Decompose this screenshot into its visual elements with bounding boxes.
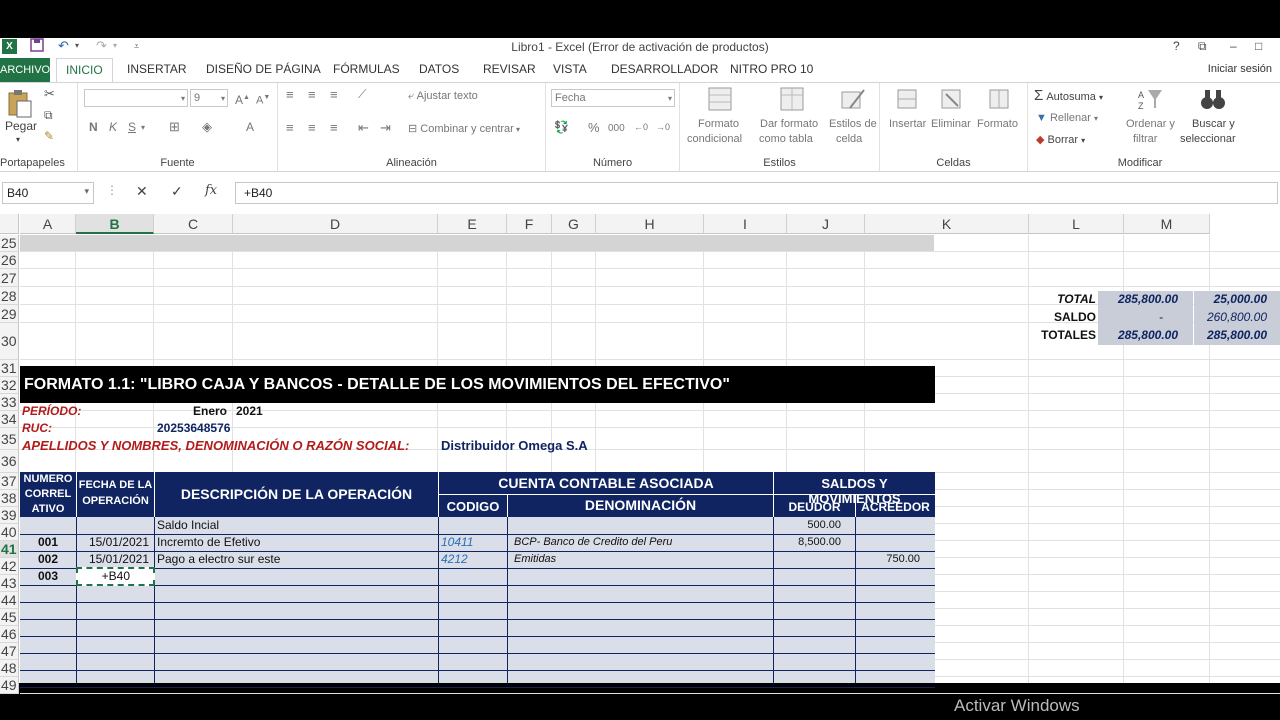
conditional-format-icon[interactable] (707, 86, 733, 112)
fill-down-icon: ▼ (1036, 112, 1047, 124)
undo-icon[interactable]: ↶ (58, 38, 69, 53)
svg-text:Z: Z (1138, 101, 1144, 111)
sigma-icon: Σ (1034, 87, 1044, 104)
thousands-button[interactable]: 000 (608, 123, 625, 134)
group-numero (546, 83, 680, 171)
total-l-value[interactable]: 285,800.00 (1117, 292, 1178, 306)
font-size-value: 9 (194, 92, 201, 104)
cell-styles-icon[interactable] (840, 86, 866, 112)
saldo-m-value[interactable]: 260,800.00 (1206, 310, 1267, 324)
paste-button[interactable]: Pegar (5, 119, 38, 133)
spreadsheet-grid[interactable] (0, 214, 1280, 715)
entry-denom[interactable]: Emitidas (514, 553, 557, 565)
sort-filter-label-2[interactable]: filtrar (1133, 133, 1158, 145)
help-icon[interactable]: ? (1173, 39, 1180, 53)
format-cells-button[interactable]: Formato (977, 118, 1018, 130)
row-header-44[interactable]: 44 (0, 592, 19, 609)
header-acreedor[interactable]: ACREEDOR (861, 500, 930, 514)
periodo-anio[interactable]: 2021 (236, 404, 263, 418)
conditional-format-label-1[interactable]: Formato (698, 118, 739, 130)
tab-nitro-pro[interactable]: NITRO PRO 10 (730, 62, 814, 76)
merge-center-label: Combinar y centrar (420, 123, 514, 135)
format-cells-icon[interactable] (986, 86, 1012, 112)
conditional-format-label-2[interactable]: condicional (687, 133, 743, 145)
group-alineacion (278, 83, 546, 171)
font-name-dropdown-icon[interactable]: ▾ (180, 94, 185, 103)
sort-filter-label-1[interactable]: Ordenar y (1126, 118, 1175, 130)
excel-logo-icon: X (2, 39, 17, 54)
saldo-l-value[interactable]: - (1159, 310, 1163, 324)
group-modificar (1028, 83, 1252, 171)
align-top-icon[interactable]: ≡ (286, 87, 294, 102)
header-saldos[interactable]: SALDOS Y MOVIMIENTOS (808, 476, 901, 506)
align-bottom-icon[interactable]: ≡ (330, 87, 338, 102)
total-label[interactable]: TOTAL (1057, 292, 1096, 306)
delete-cells-button[interactable]: Eliminar (931, 118, 971, 130)
binoculars-icon[interactable] (1200, 86, 1226, 112)
window-title: Libro1 - Excel (Error de activación de productos) (511, 40, 769, 54)
font-size-dropdown-icon[interactable]: ▾ (220, 94, 225, 103)
tab-archivo[interactable]: ARCHIVO (0, 58, 50, 82)
ribbon-tabs (0, 58, 1280, 82)
entry-codigo[interactable]: 10411 (441, 535, 474, 549)
header-numero[interactable] (20, 472, 76, 517)
decrease-indent-icon[interactable]: ⇤ (358, 120, 369, 135)
row-header-42[interactable]: 42 (0, 558, 19, 575)
format-as-table-label-1[interactable]: Dar formato (760, 118, 819, 130)
tab-diseno-pagina[interactable]: DISEÑO DE PÁGINA (206, 62, 321, 76)
row-header-35[interactable]: 35 (0, 428, 19, 450)
merge-center-button[interactable]: ⊟ Combinar y centrar ▾ (408, 123, 521, 135)
ribbon-display-icon[interactable]: ⧉ (1198, 39, 1207, 53)
entry-denom[interactable]: BCP- Banco de Credito del Peru (514, 536, 673, 548)
saldo-label[interactable]: SALDO (1054, 310, 1096, 324)
entry-desc[interactable]: Incremto de Efetivo (157, 535, 261, 549)
tab-datos[interactable]: DATOS (419, 62, 460, 76)
number-format-box[interactable] (551, 89, 675, 107)
row-header-49[interactable]: 49 (0, 677, 19, 694)
active-cell-value[interactable]: +B40 (101, 569, 130, 583)
find-select-label-2[interactable]: seleccionar (1180, 133, 1236, 145)
clear-button[interactable]: ◆ Borrar ▾ (1036, 134, 1086, 146)
font-size-box[interactable] (190, 89, 228, 107)
header-fecha-line1: FECHA DE LA (78, 479, 153, 491)
insert-cells-button[interactable]: Insertar (889, 118, 927, 130)
header-codigo[interactable]: CODIGO (446, 499, 500, 514)
clear-label: Borrar (1047, 134, 1079, 146)
paste-icon[interactable] (6, 89, 34, 119)
column-header-l[interactable]: L (1029, 214, 1124, 234)
eraser-icon: ◆ (1036, 134, 1045, 146)
tab-formulas[interactable]: FÓRMULAS (333, 62, 400, 76)
name-box-value: B40 (7, 186, 29, 200)
group-label-portapapeles: Portapapeles (0, 157, 65, 169)
header-descripcion[interactable]: DESCRIPCIÓN DE LA OPERACIÓN (180, 486, 413, 502)
entry-fecha[interactable]: 15/01/2021 (88, 552, 149, 566)
group-estilos (680, 83, 880, 171)
font-name-box[interactable] (84, 89, 188, 107)
format-painter-icon[interactable]: ✎ (44, 129, 55, 143)
cut-icon[interactable]: ✂ (44, 86, 55, 101)
insert-function-icon[interactable]: fx (205, 183, 218, 198)
cancel-entry-icon[interactable]: ✕ (136, 183, 148, 199)
paste-dropdown-icon[interactable]: ▾ (16, 135, 21, 144)
activate-windows-watermark: Activar Windows (954, 696, 1080, 715)
total-m-value[interactable]: 25,000.00 (1213, 292, 1267, 306)
select-all-corner[interactable] (0, 214, 19, 234)
header-fecha[interactable] (77, 477, 154, 509)
row-header-34[interactable]: 34 (0, 411, 19, 428)
tab-revisar[interactable]: REVISAR (483, 62, 536, 76)
row-header-33[interactable]: 33 (0, 394, 19, 411)
wrap-text-icon: ⤶ (408, 90, 417, 102)
header-deudor[interactable]: DEUDOR (788, 500, 841, 514)
column-header-e[interactable]: E (438, 214, 507, 234)
formula-bar-grip-icon: ⋮ (106, 183, 118, 197)
column-header-f[interactable]: F (507, 214, 552, 234)
row-header-36[interactable]: 36 (0, 450, 19, 473)
row-header-41[interactable]: 41 (0, 541, 19, 558)
row-header-25[interactable]: 25 (0, 235, 19, 252)
entry-num[interactable]: 001 (37, 535, 59, 549)
group-label-fuente: Fuente (160, 157, 195, 169)
entry-desc[interactable]: Pago a electro sur este (157, 552, 281, 566)
row-header-47[interactable]: 47 (0, 643, 19, 660)
periodo-mes[interactable]: Enero (192, 404, 227, 418)
insert-cells-icon[interactable] (894, 86, 920, 112)
entry-num[interactable]: 002 (37, 552, 59, 566)
confirm-entry-icon[interactable]: ✓ (171, 183, 183, 199)
row-header-32[interactable]: 32 (0, 377, 19, 394)
align-left-icon[interactable]: ≡ (286, 120, 294, 135)
percent-button[interactable]: % (588, 120, 600, 135)
borders-icon[interactable]: ⊞ (169, 119, 180, 134)
group-celdas (880, 83, 1028, 171)
column-header-m[interactable]: M (1124, 214, 1210, 234)
group-portapapeles (0, 83, 78, 171)
italic-button[interactable]: K (109, 120, 118, 134)
entry-deudor[interactable]: 500.00 (807, 519, 841, 531)
number-format-dropdown-icon[interactable]: ▾ (667, 94, 672, 103)
ruc-value[interactable]: 20253648576 (157, 421, 231, 435)
autosum-button[interactable]: Σ Autosuma ▾ (1034, 87, 1103, 104)
bold-button[interactable]: N (89, 120, 98, 134)
number-format-value: Fecha (555, 92, 586, 104)
column-header-g[interactable]: G (552, 214, 596, 234)
sort-filter-icon[interactable] (1138, 86, 1164, 112)
tab-desarrollador[interactable]: DESARROLLADOR (611, 62, 719, 76)
razon-label[interactable]: APELLIDOS Y NOMBRES, DENOMINACIÓN O RAZÓN SOCIAL: (22, 438, 410, 453)
merge-center-icon: ⊟ (408, 123, 421, 135)
periodo-label[interactable]: PERÍODO: (22, 404, 82, 418)
grow-font-icon[interactable]: A▲ (235, 93, 250, 107)
tab-insertar[interactable]: INSERTAR (127, 62, 187, 76)
row-header-48[interactable]: 48 (0, 660, 19, 677)
column-header-k[interactable]: K (865, 214, 1029, 234)
redo-icon[interactable]: ↷ (96, 38, 107, 53)
align-right-icon[interactable]: ≡ (330, 120, 338, 135)
format-as-table-label-2[interactable]: como tabla (759, 133, 813, 145)
column-header-a[interactable]: A (20, 214, 76, 234)
header-numero-line3: ATIVO (31, 503, 65, 515)
row-header-38[interactable]: 38 (0, 490, 19, 507)
title-bar (0, 38, 1280, 56)
shrink-font-icon[interactable]: A▼ (256, 94, 271, 107)
find-select-label-1[interactable]: Buscar y (1192, 118, 1235, 130)
column-header-c[interactable]: C (154, 214, 233, 234)
group-label-modificar: Modificar (1117, 157, 1163, 169)
group-label-estilos: Estilos (763, 157, 796, 169)
format-as-table-icon[interactable] (779, 86, 805, 112)
row-header-46[interactable]: 46 (0, 626, 19, 643)
undo-dropdown-icon[interactable]: ▾ (75, 41, 80, 50)
group-label-numero: Número (592, 157, 633, 169)
align-center-icon[interactable]: ≡ (308, 120, 316, 135)
entry-acreedor[interactable]: 750.00 (886, 553, 920, 565)
header-cuenta[interactable]: CUENTA CONTABLE ASOCIADA (498, 475, 714, 491)
ruc-label[interactable]: RUC: (22, 421, 52, 435)
tab-inicio[interactable]: INICIO (56, 58, 113, 83)
entry-desc[interactable]: Saldo Incial (157, 518, 220, 532)
customize-toolbar-icon[interactable]: ⩡ (134, 41, 140, 51)
header-numero-line2: CORREL (24, 488, 72, 500)
fill-label: Rellenar (1049, 112, 1091, 124)
orientation-icon[interactable]: ⟋ (358, 87, 367, 101)
row-header-31[interactable]: 31 (0, 360, 19, 377)
delete-cells-icon[interactable] (938, 86, 964, 112)
column-header-h[interactable]: H (596, 214, 704, 234)
header-denominacion[interactable]: DENOMINACIÓN (584, 497, 697, 513)
razon-value[interactable]: Distribuidor Omega S.A (441, 438, 588, 453)
cell-styles-label-1[interactable]: Estilos de (829, 118, 877, 130)
column-header-i[interactable]: I (704, 214, 787, 234)
entry-num[interactable]: 003 (37, 569, 59, 583)
row-header-45[interactable]: 45 (0, 609, 19, 626)
row-header-40[interactable]: 40 (0, 524, 19, 541)
row-header-27[interactable]: 27 (0, 269, 19, 287)
ribbon (0, 82, 1280, 172)
group-fuente (78, 83, 278, 171)
row-header-29[interactable]: 29 (0, 305, 19, 323)
tab-vista[interactable]: VISTA (553, 62, 587, 76)
group-label-celdas: Celdas (936, 157, 971, 169)
group-label-alineacion: Alineación (386, 157, 437, 169)
redo-dropdown-icon[interactable]: ▾ (113, 41, 118, 50)
underline-button[interactable]: S (128, 120, 137, 134)
sheet-title[interactable]: FORMATO 1.1: "LIBRO CAJA Y BANCOS - DETALLE DE LOS MOVIMIENTOS DEL EFECTIVO" (20, 366, 935, 403)
formula-input[interactable]: +B40 (235, 182, 1278, 204)
row-header-39[interactable]: 39 (0, 507, 19, 524)
font-color-icon[interactable]: A (246, 120, 255, 134)
maximize-icon[interactable]: □ (1255, 39, 1263, 53)
column-header-d[interactable]: D (233, 214, 438, 234)
totales-label[interactable]: TOTALES (1041, 328, 1096, 342)
row-header-28[interactable]: 28 (0, 287, 19, 305)
decrease-decimal-icon[interactable]: →0 (656, 122, 671, 132)
excel-window (0, 38, 1280, 715)
row-header-43[interactable]: 43 (0, 575, 19, 592)
formula-bar (0, 181, 1280, 205)
row-header-37[interactable]: 37 (0, 473, 19, 490)
copy-icon[interactable]: ⧉ (44, 108, 53, 122)
name-box-dropdown-icon[interactable]: ▾ (84, 186, 89, 196)
entry-codigo[interactable]: 4212 (441, 552, 468, 566)
totales-m-value[interactable]: 285,800.00 (1206, 328, 1267, 342)
fill-color-icon[interactable]: ◈ (202, 119, 212, 134)
name-box[interactable] (2, 182, 94, 204)
currency-icon[interactable]: 💱 (554, 120, 569, 134)
sign-in-link[interactable]: Iniciar sesión (1207, 63, 1272, 75)
increase-decimal-icon[interactable]: ←0 (634, 122, 649, 132)
header-fecha-line2: OPERACIÓN (82, 495, 149, 507)
column-header-j[interactable]: J (787, 214, 865, 234)
autosum-label: Autosuma (1046, 91, 1096, 103)
fill-button[interactable]: ▼ Rellenar ▾ (1036, 112, 1098, 124)
grey-band-row-25 (20, 235, 934, 251)
entry-deudor[interactable]: 8,500.00 (798, 536, 841, 548)
wrap-text-label: Ajustar texto (416, 90, 478, 102)
wrap-text-button[interactable] (408, 90, 478, 103)
row-header-26[interactable]: 26 (0, 252, 19, 269)
column-header-b[interactable]: B (76, 214, 154, 234)
totales-l-value[interactable]: 285,800.00 (1117, 328, 1178, 342)
entry-fecha[interactable]: 15/01/2021 (88, 535, 149, 549)
cell-styles-label-2[interactable]: celda (836, 133, 863, 145)
minimize-icon[interactable]: – (1230, 39, 1237, 53)
row-header-30[interactable]: 30 (0, 323, 19, 360)
table-header (20, 472, 935, 517)
svg-text:A: A (1138, 90, 1145, 100)
header-numero-line1: NUMERO (23, 473, 73, 485)
align-middle-icon[interactable]: ≡ (308, 87, 316, 102)
increase-indent-icon[interactable]: ⇥ (380, 120, 391, 135)
underline-dropdown-icon[interactable]: ▾ (141, 123, 146, 132)
